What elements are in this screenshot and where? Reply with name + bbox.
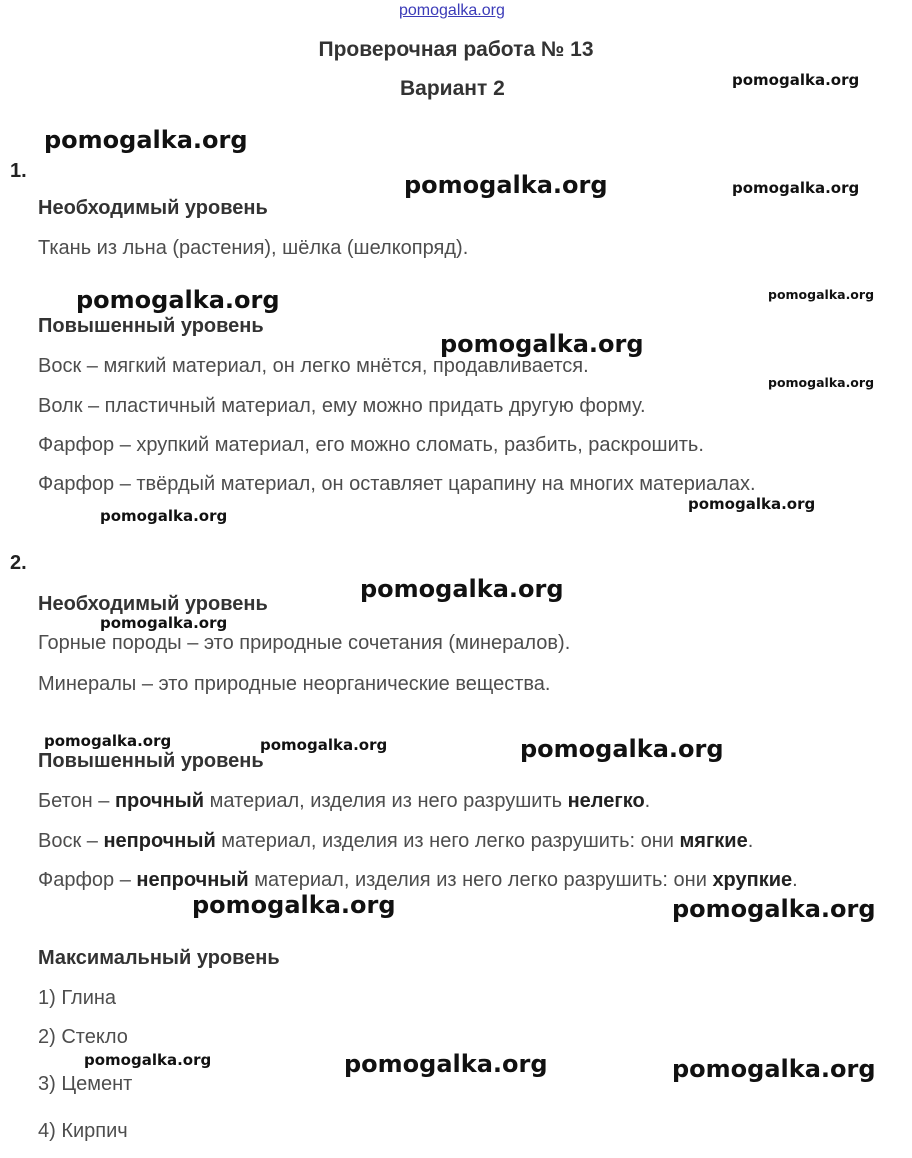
watermark: pomogalka.org: [768, 287, 875, 302]
task2-advanced-heading: Повышенный уровень: [38, 750, 264, 772]
watermark: pomogalka.org: [100, 614, 228, 632]
header-watermark-link[interactable]: pomogalka.org: [399, 2, 505, 19]
bold-term: непрочный: [103, 830, 216, 852]
watermark: pomogalka.org: [44, 732, 172, 750]
page-title: Проверочная работа № 13: [318, 38, 594, 61]
task2-max-heading: Максимальный уровень: [38, 947, 280, 969]
text-segment: материал, изделия из него легко разрушить: они: [248, 869, 713, 891]
task1-basic-heading: Необходимый уровень: [38, 197, 268, 219]
watermark: pomogalka.org: [732, 71, 860, 89]
bold-term: мягкие: [679, 830, 748, 852]
watermark: pomogalka.org: [360, 575, 564, 603]
watermark: pomogalka.org: [520, 735, 724, 763]
text-segment: Воск –: [38, 830, 104, 852]
task1-advanced-heading: Повышенный уровень: [38, 315, 264, 337]
watermark: pomogalka.org: [344, 1050, 548, 1078]
watermark: pomogalka.org: [672, 895, 876, 923]
task1-advanced-line: Воск – мягкий материал, он легко мнётся, продавливается.: [38, 355, 589, 377]
watermark: pomogalka.org: [192, 891, 396, 919]
bold-term: прочный: [114, 790, 205, 812]
variant-label: Вариант 2: [400, 77, 505, 100]
task2-max-item: 2) Стекло: [38, 1026, 128, 1048]
watermark: pomogalka.org: [672, 1055, 876, 1083]
task2-max-item: 1) Глина: [38, 987, 117, 1009]
text-segment: .: [792, 869, 798, 891]
watermark: pomogalka.org: [84, 1051, 212, 1069]
text-segment: Бетон –: [38, 790, 115, 812]
text-segment: материал, изделия из него легко разрушить: они: [215, 830, 680, 852]
watermark: pomogalka.org: [688, 495, 816, 513]
bold-term: непрочный: [136, 869, 249, 891]
task1-advanced-line: Волк – пластичный материал, ему можно придать другую форму.: [38, 395, 646, 417]
task2-max-item: 4) Кирпич: [38, 1120, 128, 1142]
watermark: pomogalka.org: [440, 330, 644, 358]
bold-term: нелегко: [567, 790, 645, 812]
task1-advanced-line: Фарфор – хрупкий материал, его можно сломать, разбить, раскрошить.: [38, 434, 704, 456]
watermark: pomogalka.org: [100, 507, 228, 525]
task1-advanced-line: Фарфор – твёрдый материал, он оставляет царапину на многих материалах.: [38, 473, 756, 495]
text-segment: материал, изделия из него разрушить: [204, 790, 568, 812]
task1-basic-text: Ткань из льна (растения), шёлка (шелкопряд).: [38, 237, 469, 259]
task1-number: 1.: [10, 160, 27, 182]
task2-number: 2.: [10, 552, 27, 574]
task2-basic-heading: Необходимый уровень: [38, 593, 268, 615]
bold-term: хрупкие: [712, 869, 793, 891]
watermark: pomogalka.org: [768, 375, 875, 390]
text-segment: .: [644, 790, 651, 812]
task2-advanced-line: [38, 830, 753, 853]
task2-basic-line: Горные породы – это природные сочетания (минералов).: [38, 632, 571, 654]
task2-basic-line: Минералы – это природные неорганические вещества.: [38, 673, 551, 695]
task2-max-item: 3) Цемент: [38, 1073, 133, 1095]
watermark: pomogalka.org: [732, 179, 860, 197]
watermark: pomogalka.org: [404, 171, 608, 199]
watermark: pomogalka.org: [76, 286, 280, 314]
text-segment: Фарфор –: [38, 869, 137, 891]
watermark: pomogalka.org: [260, 736, 388, 754]
text-segment: .: [747, 830, 754, 852]
watermark: pomogalka.org: [44, 126, 248, 154]
task2-advanced-line: [38, 790, 650, 813]
task2-advanced-line: [38, 869, 798, 892]
